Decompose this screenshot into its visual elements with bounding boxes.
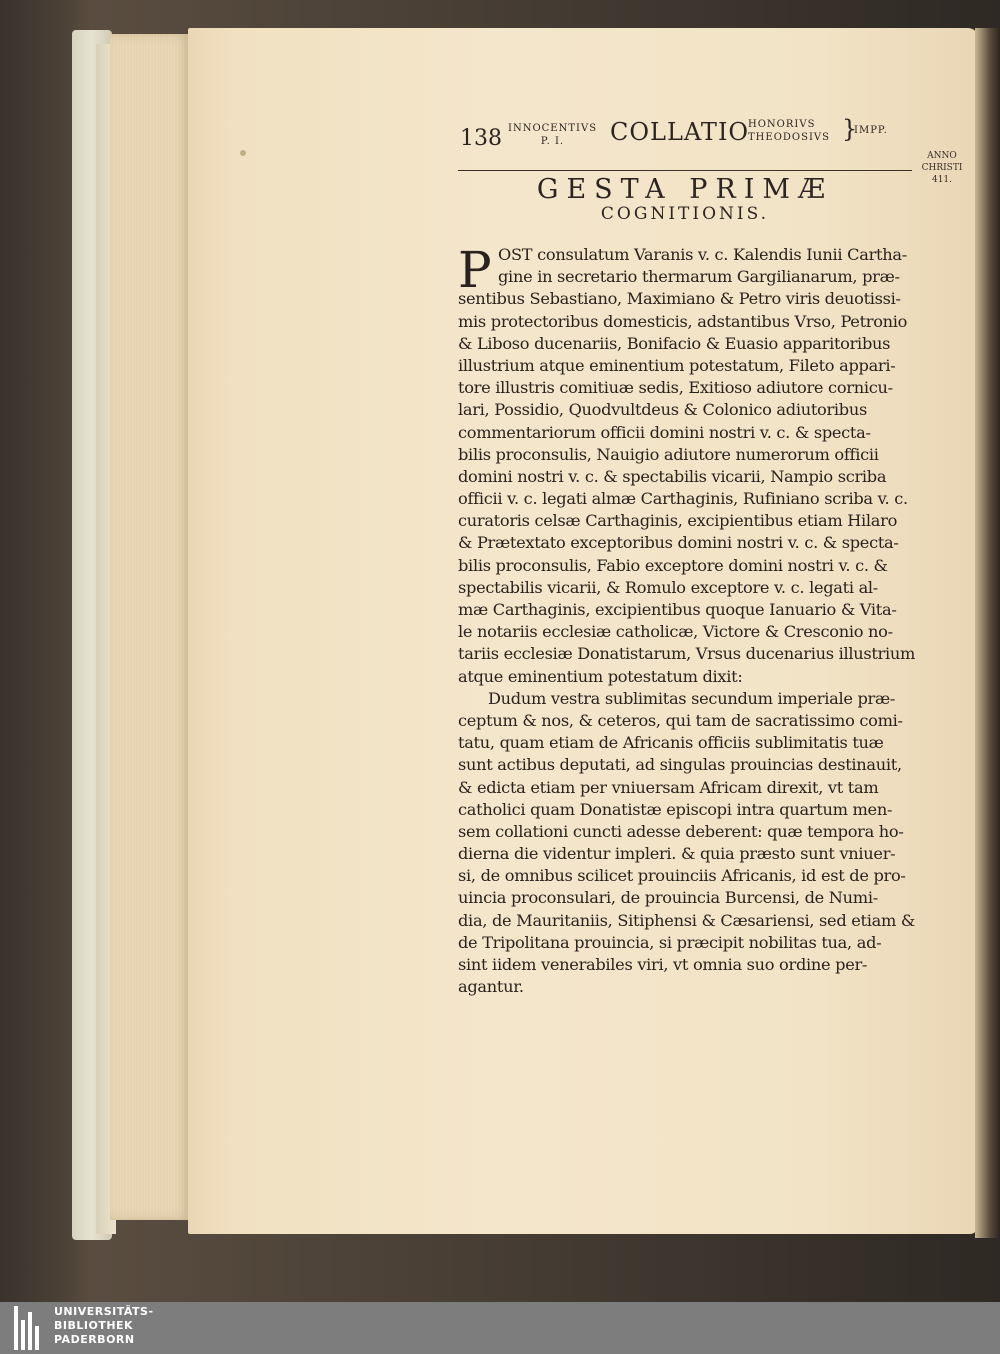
text-line: dierna die videntur impleri. & quia præsto sunt vniuer-	[458, 844, 896, 864]
running-head-left-line1: INNOCENTIVS	[508, 123, 598, 134]
text-line: tatu, quam etiam de Africanis officiis sublimitatis tuæ	[458, 733, 884, 753]
library-name-line3: PADERBORN	[54, 1333, 135, 1346]
text-line: atque eminentium potestatum dixit:	[458, 666, 743, 686]
text-line: uincia proconsulari, de prouincia Burcensi, de Numi-	[458, 888, 878, 908]
page-number: 138	[460, 126, 502, 151]
text-line: illustrium atque eminentium potestatum, Fileto appari-	[458, 355, 896, 375]
library-name-line1: UNIVERSITÄTS-	[54, 1305, 154, 1318]
text-line: commentariorum officii domini nostri v. c. & specta-	[458, 422, 871, 442]
text-line: sunt actibus deputati, ad singulas prouincias destinauit,	[458, 755, 902, 775]
text-line: gine in secretario thermarum Gargilianarum, præ-	[498, 267, 900, 287]
library-name-line2: BIBLIOTHEK	[54, 1319, 134, 1332]
text-line: catholici quam Donatistæ episcopi intra quartum men-	[458, 799, 893, 819]
library-name	[54, 1305, 154, 1347]
running-head-right	[748, 118, 830, 144]
text-line: dia, de Mauritaniis, Sitiphensi & Cæsariensi, sed etiam &	[458, 910, 915, 930]
margin-note-line1: ANNO	[927, 151, 957, 161]
text-line: agantur.	[458, 977, 524, 997]
text-line: sem collationi cuncti adesse deberent: quæ tempora ho-	[458, 821, 904, 841]
margin-note	[920, 150, 964, 186]
text-line: bilis proconsulis, Nauigio adiutore numerorum officii	[458, 444, 879, 464]
text-line: & Liboso ducenariis, Bonifacio & Euasio apparitoribus	[458, 333, 891, 353]
body-text	[458, 241, 926, 998]
library-footer	[0, 1302, 1000, 1354]
text-line: tore illustris comitiuæ sedis, Exitioso adiutore cornicu-	[458, 378, 893, 398]
text-line: domini nostri v. c. & spectabilis vicarii, Nampio scriba	[458, 466, 887, 486]
text-line: si, de omnibus scilicet prouinciis Africanis, id est de pro-	[458, 866, 906, 886]
text-line: ceptum & nos, & ceteros, qui tam de sacratissimo comi-	[458, 710, 903, 730]
header-rule	[458, 170, 912, 171]
foxing-spot	[240, 150, 246, 156]
running-head-left-line2: P. I.	[540, 136, 565, 147]
section-subtitle: COGNITIONIS.	[600, 204, 770, 224]
running-head-title: COLLATIO	[610, 118, 750, 146]
text-line: lari, Possidio, Quodvultdeus & Colonico adiutoribus	[458, 400, 868, 420]
section-title: GESTA PRIMÆ	[536, 174, 834, 205]
text-line: bilis proconsulis, Fabio exceptore domini nostri v. c. &	[458, 555, 888, 575]
text-line: sint iidem venerabiles viri, vt omnia suo ordine per-	[458, 955, 868, 974]
text-line: tariis ecclesiæ Donatistarum, Vrsus ducenarius illustrium	[458, 644, 916, 664]
drop-cap: P	[458, 241, 492, 299]
text-line: sentibus Sebastiano, Maximiano & Petro viris deuotissi-	[458, 289, 901, 309]
running-head-right-line2: THEODOSIVS	[748, 132, 830, 143]
text-line: mis protectoribus domesticis, adstantibus Vrso, Petronio	[458, 311, 908, 331]
running-head-right-line1: HONORIVS	[748, 119, 816, 130]
text-line: officii v. c. legati almæ Carthaginis, Rufiniano scriba v. c.	[458, 489, 908, 509]
page-fold-shadow	[975, 28, 1000, 1238]
text-line: spectabilis vicarii, & Romulo exceptore v. c. legati al-	[458, 577, 878, 597]
margin-note-line2: CHRISTI	[921, 163, 963, 173]
text-line: de Tripolitana prouincia, si præcipit nobilitas tua, ad-	[458, 932, 882, 952]
text-line: curatoris celsæ Carthaginis, excipientibus etiam Hilaro	[458, 511, 898, 531]
running-header	[458, 115, 938, 162]
page-edges	[110, 34, 190, 1220]
text-line: & Prætextato exceptoribus domini nostri v. c. & specta-	[458, 533, 899, 553]
text-line: Dudum vestra sublimitas secundum imperiale præ-	[488, 688, 896, 708]
library-logo-icon	[14, 1306, 48, 1350]
running-head-suffix: IMPP.	[854, 125, 888, 136]
brace-icon: }	[842, 115, 858, 143]
running-head-left	[508, 122, 597, 148]
text-line: le notariis ecclesiæ catholicæ, Victore & Cresconio no-	[458, 622, 893, 642]
text-line: & edicta etiam per vniuersam Africam direxit, vt tam	[458, 777, 879, 797]
text-line: mæ Carthaginis, excipientibus quoque Ianuario & Vita-	[458, 600, 897, 619]
text-line: OST consulatum Varanis v. c. Kalendis Iunii Cartha-	[498, 245, 907, 264]
margin-note-line3: 411.	[931, 175, 953, 185]
